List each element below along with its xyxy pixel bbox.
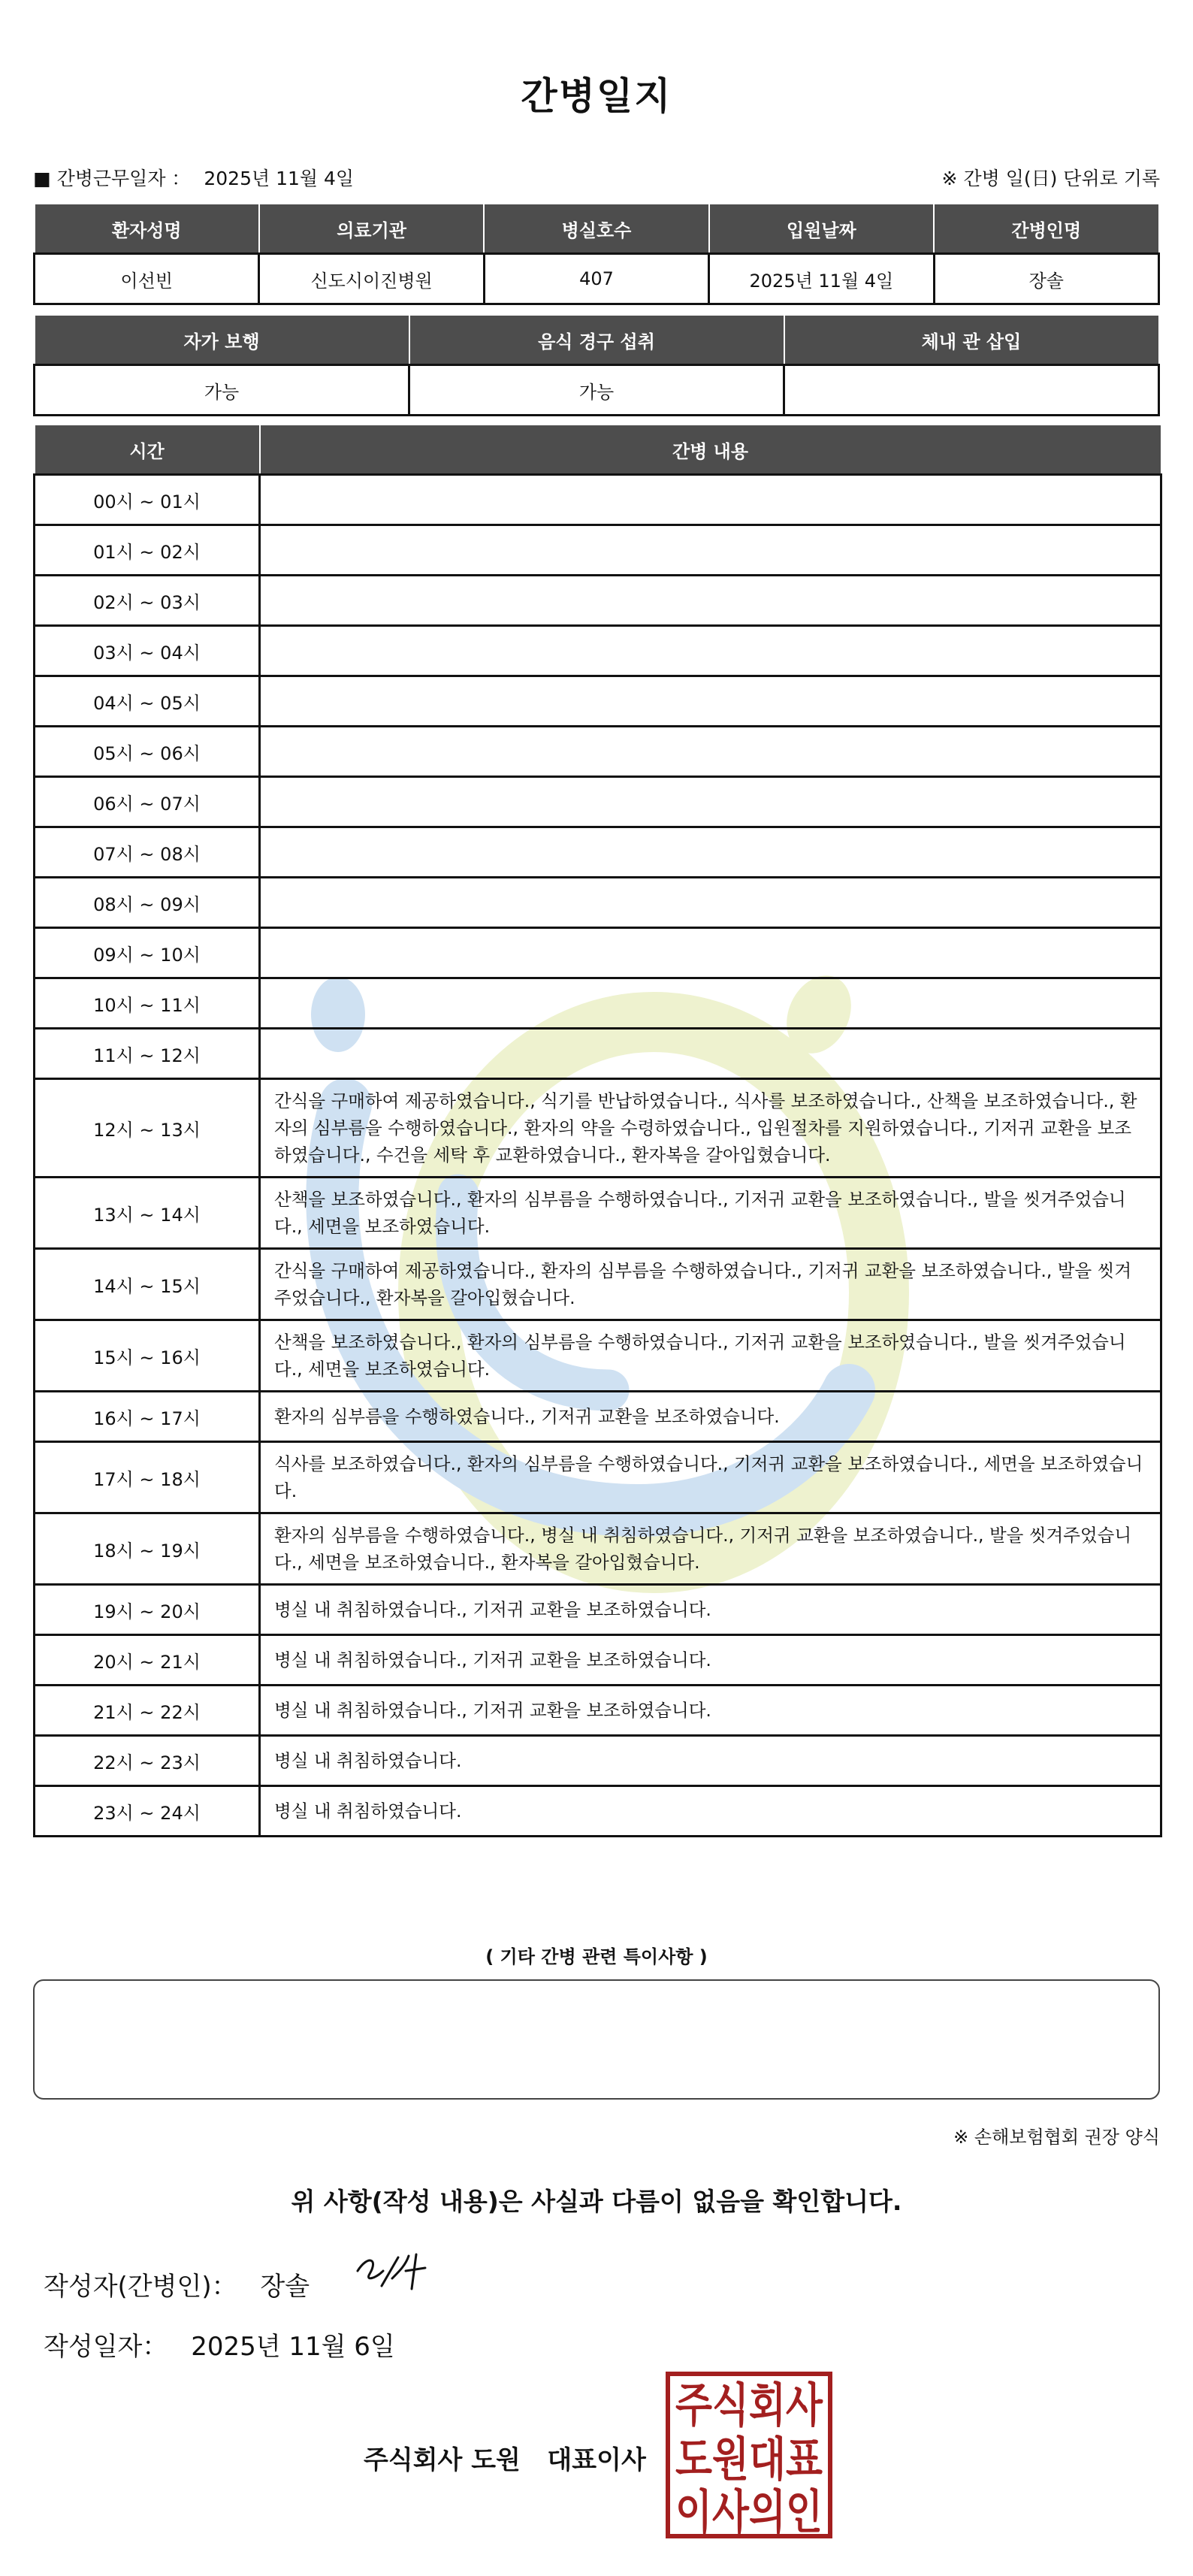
time-slot: 07시 ~ 08시 [35,827,260,878]
time-slot: 06시 ~ 07시 [35,777,260,827]
table-row [35,1513,1161,1585]
care-content [260,777,1161,827]
page-title: 간병일지 [521,74,672,118]
table-row [35,777,1161,827]
care-content: 간식을 구매하여 제공하였습니다., 환자의 심부름을 수행하였습니다., 기저귀 교환을 보조하였습니다., 발을 씻겨주었습니다., 환자복을 갈아입혔습니다. [260,1249,1161,1320]
care-content [260,475,1161,525]
care-content [260,727,1161,777]
time-slot: 14시 ~ 15시 [35,1249,260,1320]
table-row [35,878,1161,928]
care-content: 간식을 구매하여 제공하였습니다., 식기를 반납하였습니다., 식사를 보조하였습니다., 산책을 보조하였습니다., 환자의 심부름을 수행하였습니다., 환자의 약을 수령하였습니다., 입원절차를 지원하였습니다., 기저귀 교환을 보조하였습니다., 수건을 세탁 후 교환하였습니다., 환자복을 갈아입혔습니다. [260,1079,1161,1178]
care-content: 병실 내 취침하였습니다., 기저귀 교환을 보조하였습니다. [260,1585,1161,1635]
seal-line-1: 주식회사 [675,2378,823,2432]
table-row [35,576,1161,626]
oral-intake-value: 가능 [409,365,784,416]
handwritten-signature-icon [353,2248,443,2296]
care-content [260,928,1161,978]
table-row [35,1585,1161,1635]
time-slot: 13시 ~ 14시 [35,1178,260,1249]
care-content: 환자의 심부름을 수행하였습니다., 병실 내 취침하였습니다., 기저귀 교환을 보조하였습니다., 발을 씻겨주었습니다., 세면을 보조하였습니다., 환자복을 갈아입혔습니다. [260,1513,1161,1585]
header-hospital: 의료기관 [259,204,484,254]
table-row [35,1686,1161,1736]
time-slot: 12시 ~ 13시 [35,1079,260,1178]
hospital-name: 신도시이진병원 [259,254,484,304]
time-slot: 15시 ~ 16시 [35,1320,260,1392]
table-row [35,626,1161,676]
care-content [260,626,1161,676]
writer-label: 작성자(간병인)： [44,2272,237,2302]
write-date-line [44,2326,395,2363]
time-slot: 20시 ~ 21시 [35,1635,260,1686]
care-log-table [33,424,1162,1837]
table-row [35,928,1161,978]
work-date-label: ■ 간병근무일자 ： [33,168,191,189]
company-representative: 주식회사 도원 대표이사 [364,2445,646,2475]
patient-name: 이선빈 [35,254,259,304]
writer-line [44,2266,310,2302]
time-slot: 00시 ~ 01시 [35,475,260,525]
header-tube: 체내 관 삽입 [784,315,1159,365]
table-row [35,525,1161,576]
table-row [35,1442,1161,1513]
table-row [35,827,1161,878]
header-time: 시간 [35,425,260,475]
header-walking: 자가 보행 [35,315,409,365]
table-row [35,978,1161,1029]
table-row [35,1178,1161,1249]
care-content: 산책을 보조하였습니다., 환자의 심부름을 수행하였습니다., 기저귀 교환을 보조하였습니다., 발을 씻겨주었습니다., 세면을 보조하였습니다. [260,1320,1161,1392]
company-seal-icon [666,2372,832,2538]
time-slot: 01시 ~ 02시 [35,525,260,576]
time-slot: 09시 ~ 10시 [35,928,260,978]
care-content [260,878,1161,928]
care-content: 산책을 보조하였습니다., 환자의 심부름을 수행하였습니다., 기저귀 교환을 보조하였습니다., 발을 씻겨주었습니다., 세면을 보조하였습니다. [260,1178,1161,1249]
time-slot: 02시 ~ 03시 [35,576,260,626]
work-date [33,164,354,191]
header-oral-intake: 음식 경구 섭취 [409,315,784,365]
header-care-content: 간병 내용 [260,425,1161,475]
care-content [260,978,1161,1029]
admission-date: 2025년 11월 4일 [709,254,934,304]
table-row [35,727,1161,777]
write-date-label: 작성일자： [44,2332,168,2362]
write-date-value: 2025년 11월 6일 [191,2332,395,2362]
table-row [35,1029,1161,1079]
walking-value: 가능 [35,365,409,416]
care-content [260,827,1161,878]
header-patient-name: 환자성명 [35,204,259,254]
unit-note: ※ 간병 일(日) 단위로 기록 [941,168,1160,189]
patient-info-table [33,203,1160,305]
header-caregiver: 간병인명 [934,204,1158,254]
table-row [35,1786,1161,1837]
caregiver-name: 장솔 [934,254,1158,304]
time-slot: 08시 ~ 09시 [35,878,260,928]
time-slot: 03시 ~ 04시 [35,626,260,676]
header-admission-date: 입원날짜 [709,204,934,254]
care-content [260,1029,1161,1079]
special-notes-box [33,1979,1160,2100]
time-slot: 10시 ~ 11시 [35,978,260,1029]
table-row [35,1079,1161,1178]
time-slot: 22시 ~ 23시 [35,1736,260,1786]
time-slot: 21시 ~ 22시 [35,1686,260,1736]
care-content: 식사를 보조하였습니다., 환자의 심부름을 수행하였습니다., 기저귀 교환을 보조하였습니다., 세면을 보조하였습니다. [260,1442,1161,1513]
header-room: 병실호수 [484,204,708,254]
seal-line-3: 이사의인 [675,2484,823,2539]
table-row [35,1736,1161,1786]
care-content: 병실 내 취침하였습니다., 기저귀 교환을 보조하였습니다. [260,1686,1161,1736]
work-date-value: 2025년 11월 4일 [204,168,355,189]
table-row [35,1392,1161,1442]
special-notes-label: ( 기타 간병 관련 특이사항 ) [485,1946,708,1967]
time-slot: 18시 ~ 19시 [35,1513,260,1585]
time-slot: 04시 ~ 05시 [35,676,260,727]
time-slot: 11시 ~ 12시 [35,1029,260,1079]
table-row [35,475,1161,525]
confirm-statement: 위 사항(작성 내용)은 사실과 다름이 없음을 확인합니다. [291,2187,902,2216]
time-slot: 05시 ~ 06시 [35,727,260,777]
seal-line-2: 도원대표 [675,2432,823,2487]
care-content: 병실 내 취침하였습니다., 기저귀 교환을 보조하였습니다. [260,1635,1161,1686]
time-slot: 16시 ~ 17시 [35,1392,260,1442]
writer-name: 장솔 [260,2272,310,2302]
care-content [260,525,1161,576]
room-number: 407 [484,254,708,304]
care-content [260,676,1161,727]
time-slot: 23시 ~ 24시 [35,1786,260,1837]
care-content: 환자의 심부름을 수행하였습니다., 기저귀 교환을 보조하였습니다. [260,1392,1161,1442]
care-content [260,576,1161,626]
tube-value [784,365,1159,416]
table-row [35,676,1161,727]
table-row [35,1320,1161,1392]
care-content: 병실 내 취침하였습니다. [260,1786,1161,1837]
time-slot: 17시 ~ 18시 [35,1442,260,1513]
care-content: 병실 내 취침하였습니다. [260,1736,1161,1786]
table-row [35,1249,1161,1320]
table-row [35,1635,1161,1686]
condition-table [33,314,1160,416]
time-slot: 19시 ~ 20시 [35,1585,260,1635]
recommend-note: ※ 손해보험협회 권장 양식 [953,2127,1160,2148]
